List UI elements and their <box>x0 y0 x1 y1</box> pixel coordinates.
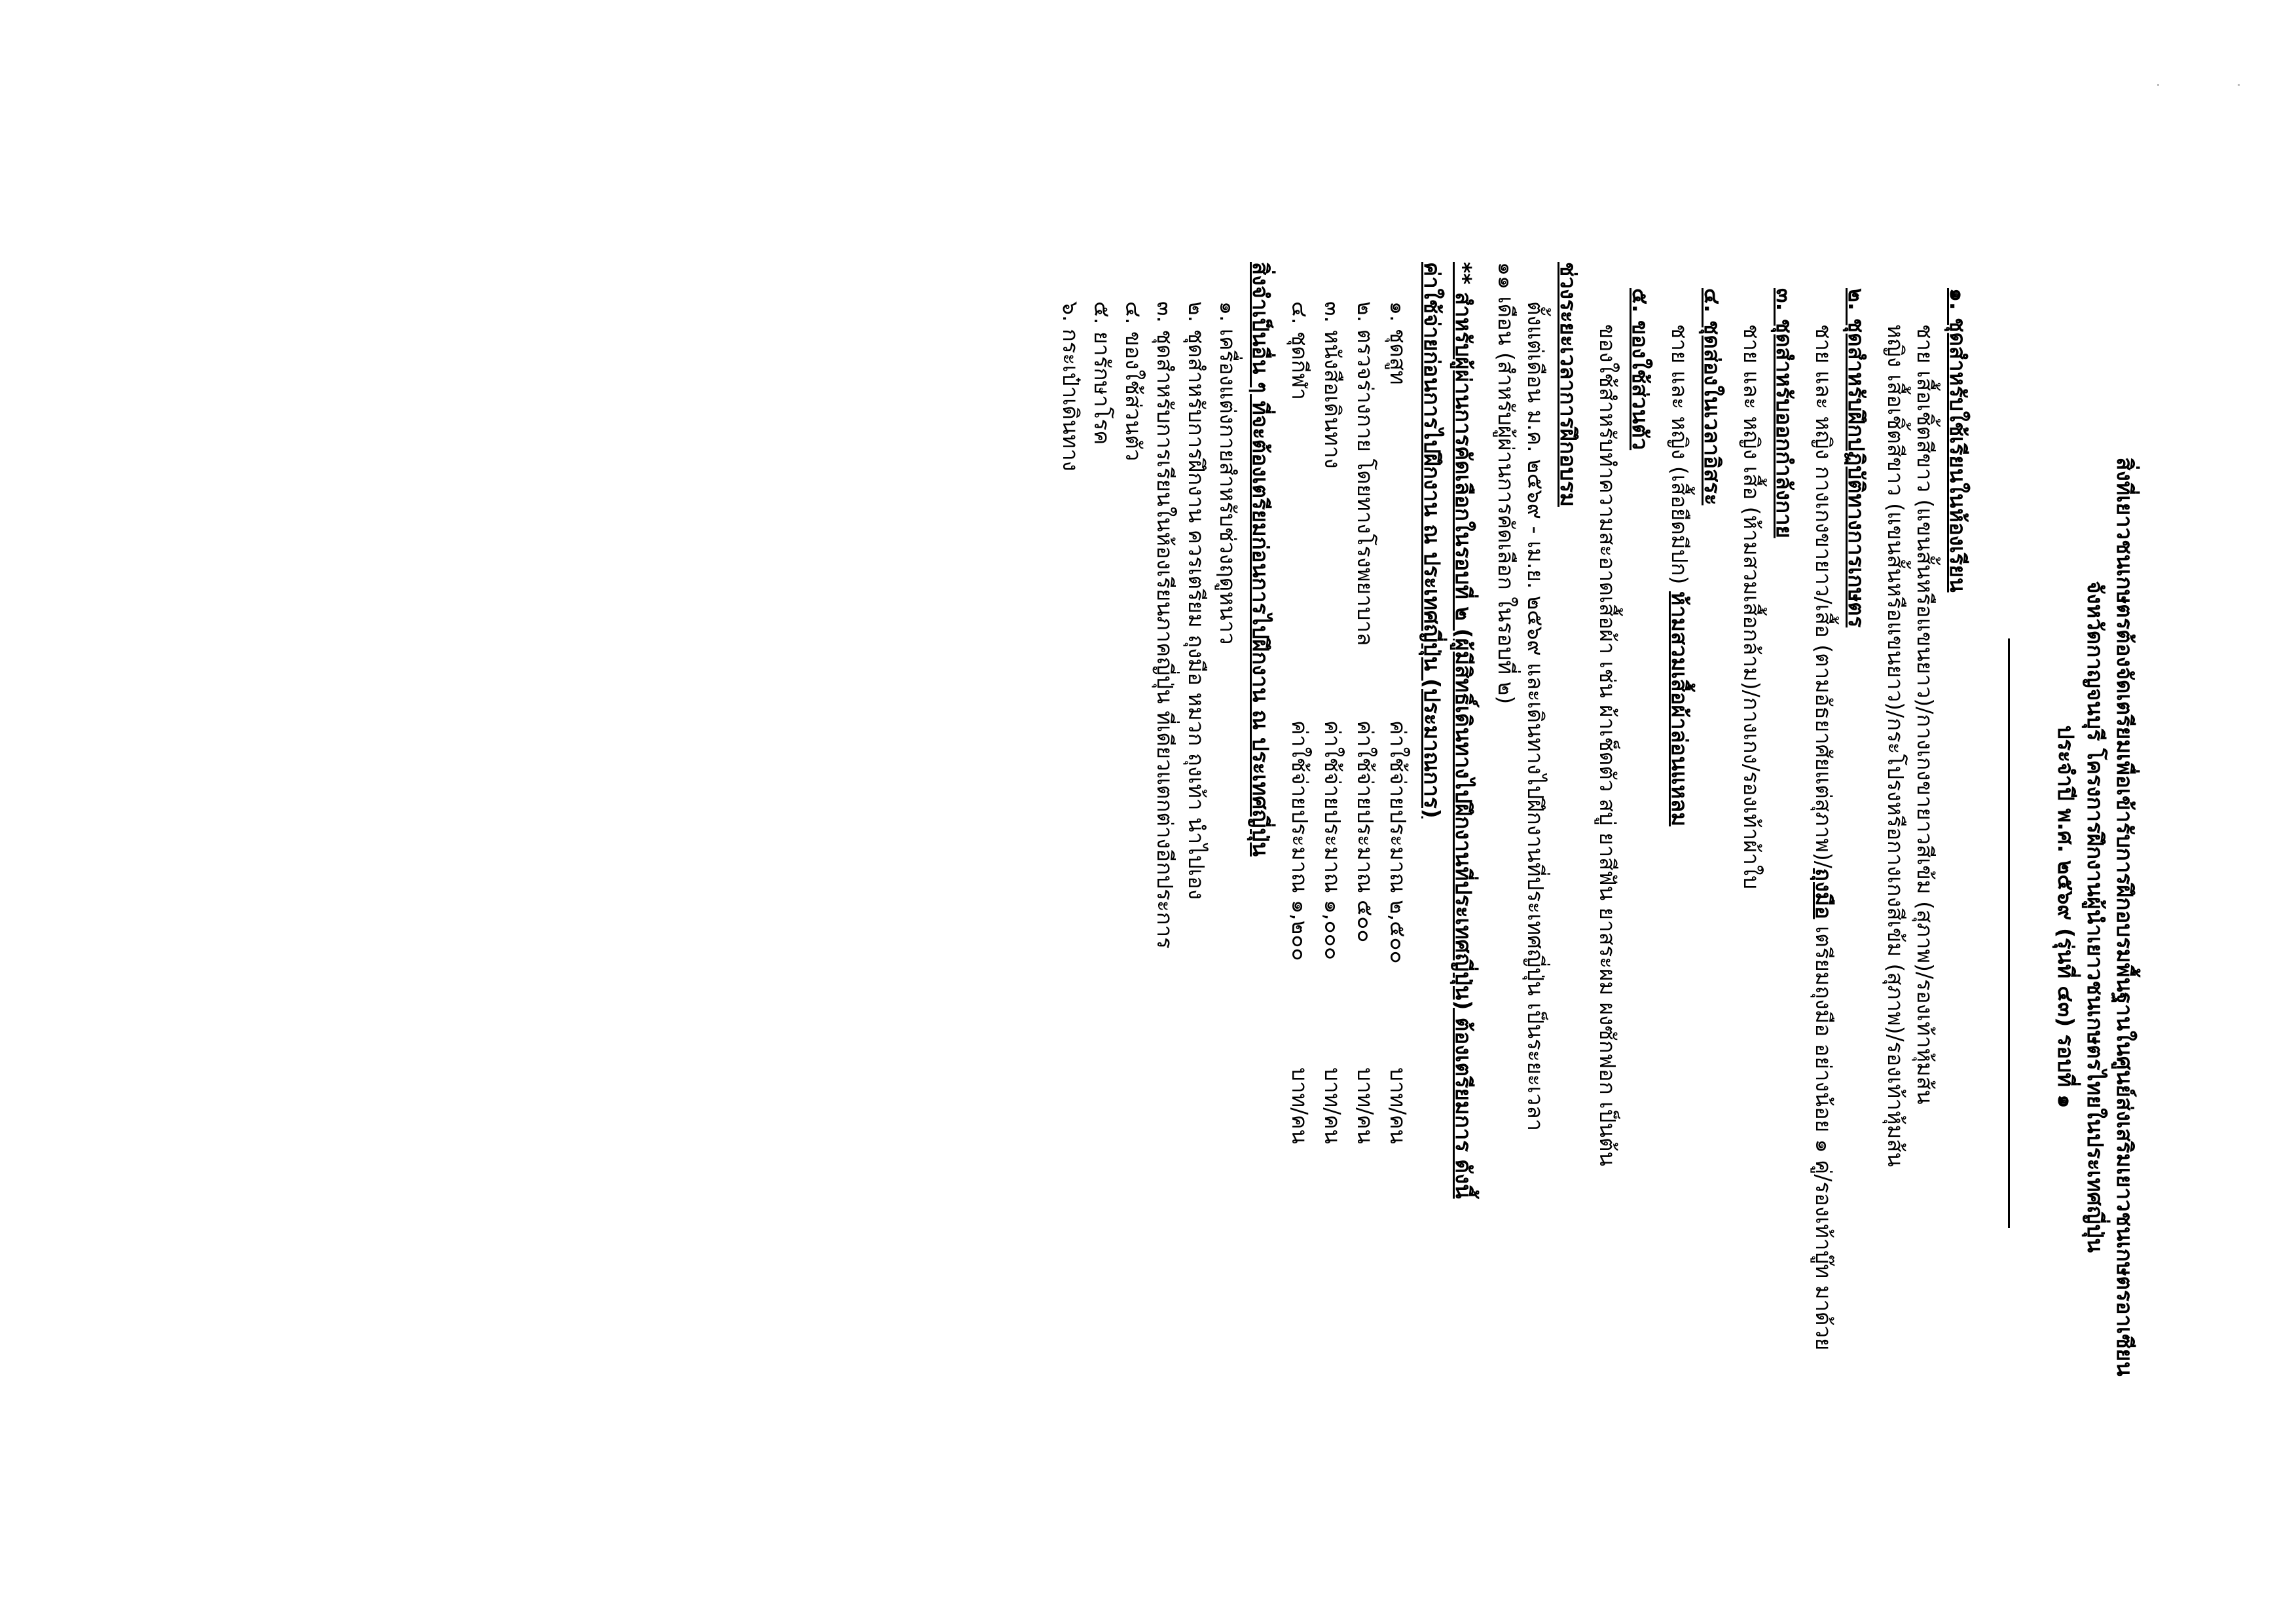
section-4-line <box>1666 324 1692 826</box>
cost-unit: บาท/คน <box>1353 1067 1378 1144</box>
other-item: ๕. ยารักษาโรค <box>1089 301 1115 445</box>
section-4-line-warning: ห้ามสวมเสื้อผ้าล่อนแหลม <box>1667 591 1692 827</box>
section-5-line: ของใช้สำหรับทำความสะอาดเสื้อผ้า เช่น ผ้าเช็ดตัว สบู่ ยาสีฟัน ยาสระผม ผงซักฟอก เป็นต้น <box>1595 324 1620 1166</box>
training-period-line-2: ๑๑ เดือน (สำหรับผู้ผ่านการคัดเลือก ในรอบที่ ๒) <box>1493 262 1519 705</box>
training-period-title: ช่วงระยะเวลาการฝึกอบรม <box>1556 262 1581 507</box>
cost-unit: บาท/คน <box>1287 1067 1313 1144</box>
section-3-line: ชาย และ หญิง เสื้อ (ห้ามสวมเสื้อกล้าม)/กางเกง/รองเท้าผ้าใบ <box>1739 324 1764 889</box>
section-4-line-pre: ชาย และ หญิง (เสื้อยืดมีปก) <box>1667 324 1692 591</box>
cost-item: ๑. ชุดสูท <box>1385 301 1411 385</box>
cost-item: ๒. ตรวจร่างกาย โดยทางโรงพยาบาล <box>1353 301 1378 646</box>
cost-unit: บาท/คน <box>1385 1067 1411 1144</box>
section-3-title: ๓. ชุดสำหรับออกกำลังกาย <box>1772 288 1797 538</box>
note-line-1: ** สำหรับผู้ผ่านการคัดเลือกในรอบที่ ๒ (ผู้มีสิทธิ์เดินทางไปฝึกงานที่ประเทศญี่ปุ่น) ต้องเตรียมการ ดังนี้ <box>1451 262 1476 1199</box>
other-item: ๒. ชุดสำหรับการฝึกงาน ควรเตรียม ถุงมือ หมวก ถุงเท้า นำไปเอง <box>1184 301 1209 900</box>
note-line-2: ค่าใช้จ่ายก่อนการไปฝึกงาน ณ ประเทศญี่ปุ่น (ประมาณการ) <box>1419 262 1445 819</box>
cost-amount: ค่าใช้จ่ายประมาณ ๕๐๐ <box>1353 720 1378 943</box>
training-period-line-1: ตั้งแต่เดือน ม.ค. ๒๕๖๙ - เม.ย. ๒๕๖๙ และเดินทางไปฝึกงานที่ประเทศญี่ปุ่น เป็นระยะเวลา <box>1523 301 1548 1132</box>
other-title: สิ่งจำเป็นอื่น ๆ ที่จะต้องเตรียมก่อนการไปฝึกงาน ณ ประเทศญี่ปุ่น <box>1248 262 1273 857</box>
cost-unit: บาท/คน <box>1320 1067 1345 1144</box>
section-2-title: ๒. ชุดสำหรับฝึกปฏิบัติทางการเกษตร <box>1844 288 1869 628</box>
section-1-female: หญิง เสื้อเชิ้ตสีขาว (แขนสั้นหรือแขนยาว)/กระโปรงหรือกางเกงสีเข้ม (สุภาพ)/รองเท้าหุ้มส้น <box>1883 324 1908 1168</box>
section-2-line <box>1810 324 1836 1350</box>
scan-speck <box>2157 84 2159 86</box>
section-2-line-pre: ชาย และ หญิง กางเกงขายาว/เสื้อ (ตามอัธยาศัยแต่สุภาพ)/ <box>1811 324 1836 868</box>
scan-speck <box>2238 84 2240 86</box>
header-divider <box>2008 638 2010 1228</box>
cost-item: ๓. หนังสือเดินทาง <box>1320 301 1345 469</box>
section-2-line-gloves: ถุงมือ <box>1811 868 1836 919</box>
other-item: ๖. กระเป๋าเดินทาง <box>1058 301 1084 471</box>
cost-amount: ค่าใช้จ่ายประมาณ ๑,๐๐๐ <box>1320 720 1345 960</box>
cost-amount: ค่าใช้จ่ายประมาณ ๑,๒๐๐ <box>1287 720 1313 961</box>
section-2-line-post: เตรียมถุงมือ อย่างน้อย ๑ คู่/รองเท้าบู๊ท มาด้วย <box>1811 919 1836 1351</box>
section-5-title: ๕. ของใช้ส่วนตัว <box>1628 288 1653 451</box>
section-1-title: ๑. ชุดสำหรับใช้เรียนในห้องเรียน <box>1945 288 1971 593</box>
header-line-3: ประจำปี พ.ศ. ๒๕๖๙ (รุ่นที่ ๔๓) รอบที่ ๑ <box>2053 725 2079 1109</box>
other-item: ๔. ของใช้ส่วนตัว <box>1121 301 1146 462</box>
header-line-2: จังหวัดกาญจนบุรี โครงการฝึกงานผู้นำเยาวชนเกษตรไทยในประเทศญี่ปุ่น <box>2083 581 2108 1253</box>
other-item: ๑. เครื่องแต่งกายสำหรับช่วงฤดูหนาว <box>1215 301 1241 645</box>
cost-item: ๔. ชุดกีฬา <box>1287 301 1313 400</box>
rotated-document-body <box>383 262 2138 1572</box>
other-item: ๓. ชุดสำหรับการเรียนในห้องเรียนภาคญี่ปุ่น ที่เดียวแตกต่างอีกประการ <box>1152 301 1178 949</box>
section-4-title: ๔. ชุดส่องในเวลาอิสระ <box>1700 288 1725 506</box>
header-line-1: สิ่งที่เยาวชนเกษตรต้องจัดเตรียมเพื่อเข้ารับการฝึกอบรมพื้นฐานในศูนย์ส่งเสริมเยาวชนเกษตรอาเซียน <box>2112 457 2138 1376</box>
cost-amount: ค่าใช้จ่ายประมาณ ๒,๕๐๐ <box>1385 720 1411 964</box>
section-1-male: ชาย เสื้อเชิ้ตสีขาว (แขนสั้นหรือแขนยาว)/กางเกงขายาวสีเข้ม (สุภาพ)/รองเท้าหุ้มส้น <box>1912 324 1938 1105</box>
